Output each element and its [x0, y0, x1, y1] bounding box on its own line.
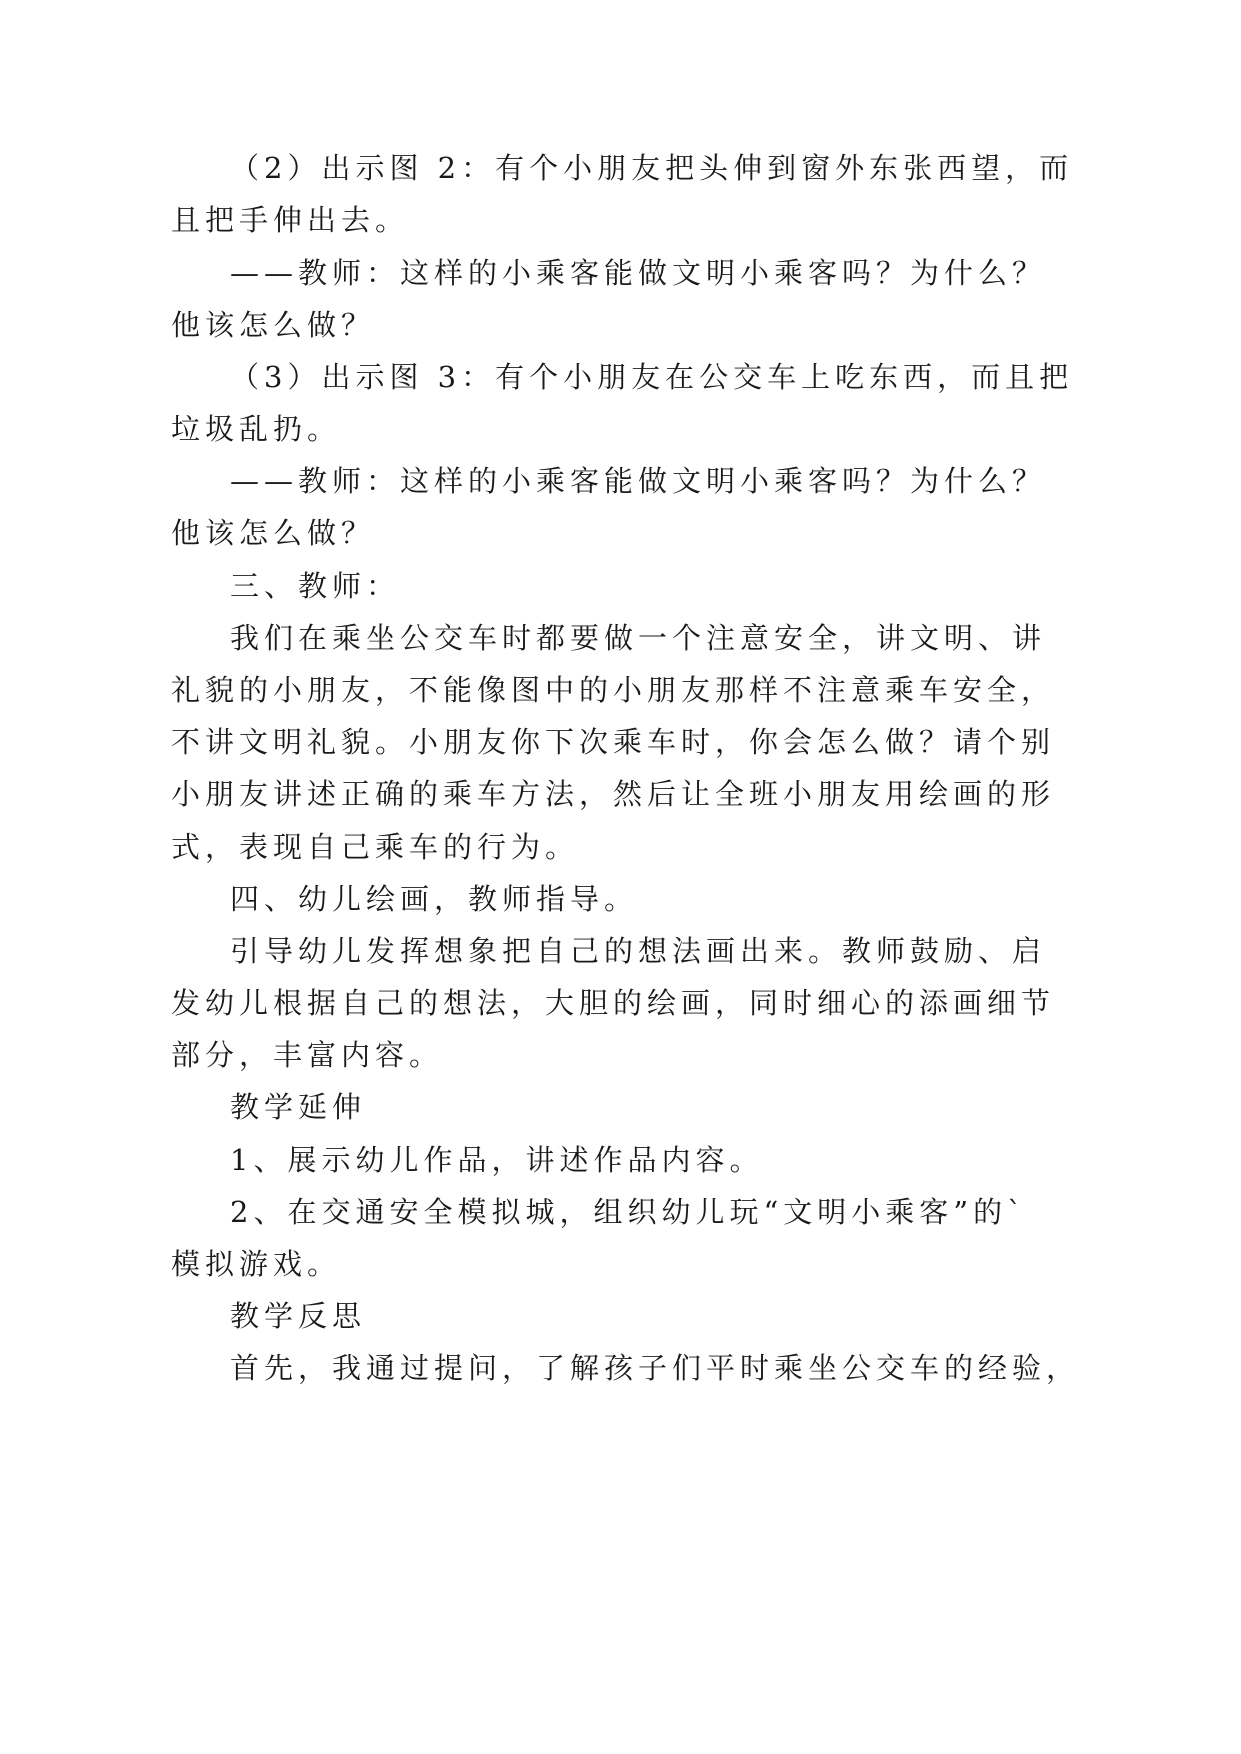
text-line: 1、展示幼儿作品，讲述作品内容。 [230, 1143, 764, 1177]
text-line: 且把手伸出去。 [171, 203, 410, 237]
section-heading: 教学反思 [230, 1299, 367, 1333]
text-line: 垃圾乱扔。 [171, 412, 342, 446]
text-line: 模拟游戏。 [171, 1247, 342, 1281]
text-line: 首先，我通过提问，了解孩子们平时乘坐公交车的经验， [230, 1351, 1081, 1385]
section-heading: 四、幼儿绘画，教师指导。 [230, 882, 639, 916]
text-line: 礼貌的小朋友，不能像图中的小朋友那样不注意乘车安全， [171, 673, 1056, 707]
text-line: 他该怎么做？ [171, 516, 376, 550]
text-line: 式，表现自己乘车的行为。 [171, 830, 580, 864]
text-line: 引导幼儿发挥想象把自己的想法画出来。教师鼓励、启 [230, 934, 1047, 968]
text-line: 小朋友讲述正确的乘车方法，然后让全班小朋友用绘画的形 [171, 777, 1056, 811]
text-line: 他该怎么做？ [171, 308, 376, 342]
text-line: 我们在乘坐公交车时都要做一个注意安全，讲文明、讲 [230, 621, 1047, 655]
text-line: 2、在交通安全模拟城，组织幼儿玩“文明小乘客”的` [230, 1195, 1027, 1229]
text-line: 部分，丰富内容。 [171, 1038, 444, 1072]
section-heading: 教学延伸 [230, 1090, 367, 1124]
text-line: ——教师：这样的小乘客能做文明小乘客吗？为什么？ [230, 464, 1047, 498]
text-line: （3）出示图 3：有个小朋友在公交车上吃东西，而且把 [230, 360, 1074, 394]
text-line: ——教师：这样的小乘客能做文明小乘客吗？为什么？ [230, 256, 1047, 290]
section-heading: 三、教师： [230, 569, 401, 603]
text-line: （2）出示图 2：有个小朋友把头伸到窗外东张西望，而 [230, 151, 1074, 185]
text-line: 发幼儿根据自己的想法，大胆的绘画，同时细心的添画细节 [171, 986, 1056, 1020]
text-line: 不讲文明礼貌。小朋友你下次乘车时，你会怎么做？请个别 [171, 725, 1056, 759]
